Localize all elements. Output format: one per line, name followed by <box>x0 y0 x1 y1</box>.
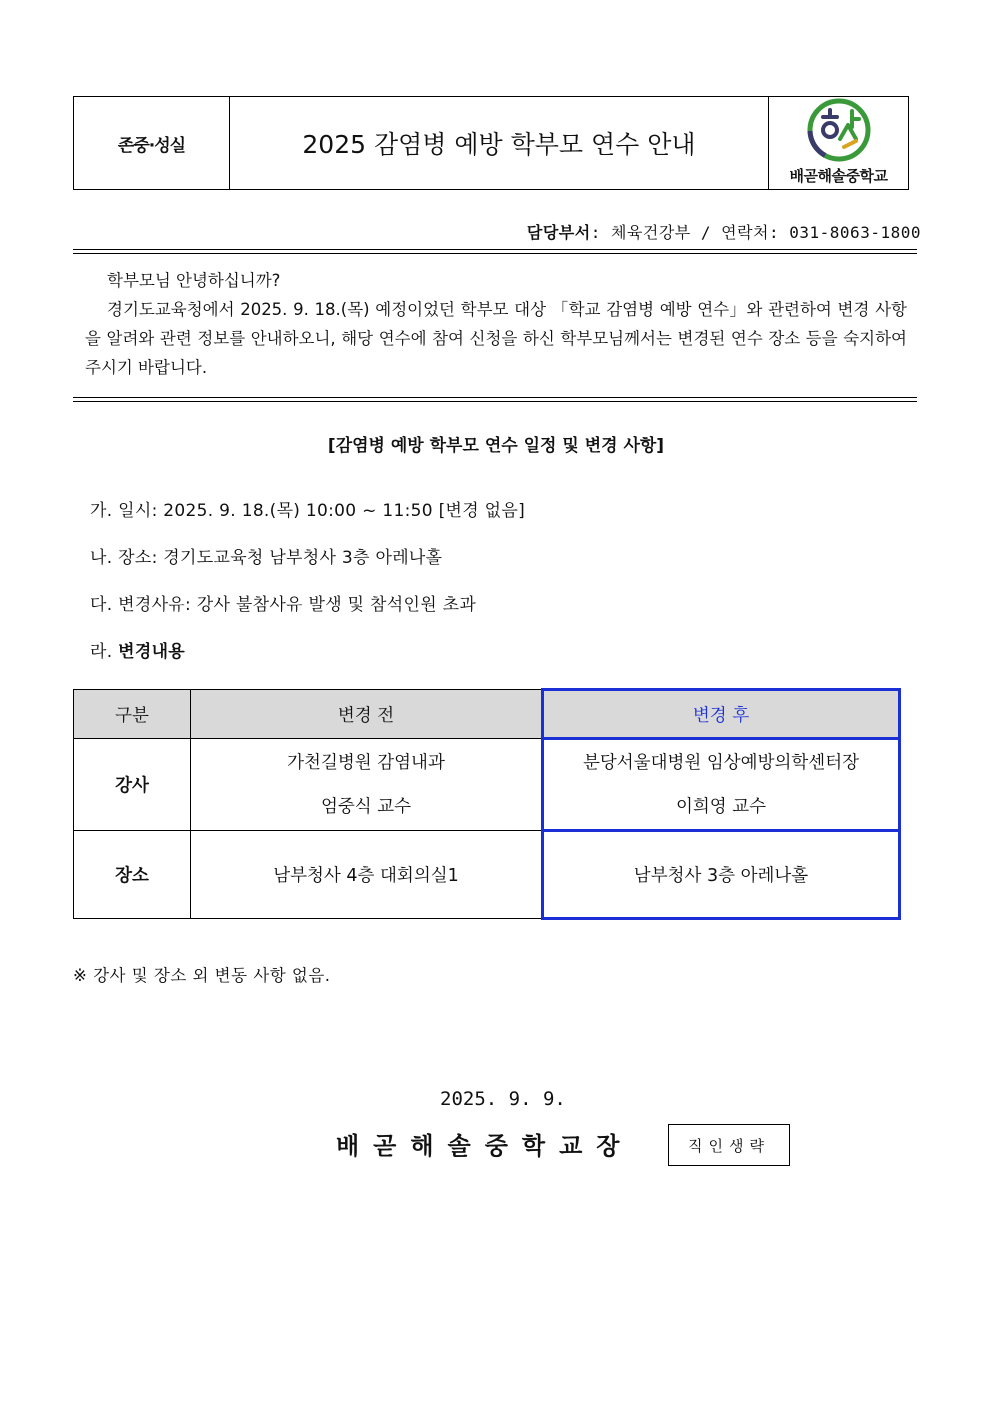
school-motto: 존중·성실 <box>74 97 230 189</box>
contact-dept-label: 담당부서 <box>526 223 591 242</box>
lecturer-after-line1: 분당서울대병원 임상예방의학센터장 <box>582 752 860 773</box>
logo-school-name: 배곧해솔중학교 <box>789 167 888 185</box>
row-label-lecturer: 강사 <box>74 739 191 831</box>
intro-paragraph <box>85 266 907 382</box>
item-changes-prefix: 라. <box>90 642 119 662</box>
lecturer-before-line1: 가천길병원 감염내과 <box>287 752 445 773</box>
document-header <box>73 96 909 190</box>
item-changes-label: 변경내용 <box>118 642 186 662</box>
lecturer-after-line2: 이희영 교수 <box>675 796 767 817</box>
row-label-venue: 장소 <box>74 831 191 919</box>
item-changes <box>90 637 185 662</box>
intro-body-text: 경기도교육청에서 2025. 9. 18.(목) 예정이었던 학부모 대상 「학교 감염병 예방 연수」와 관련하여 변경 사항을 알려와 관련 정보를 안내하오니, 해당 연수에 참여 신청을 하신 학부모님께서는 변경된 연수 장소 등을 숙지하여 주시기 바랍니다. <box>85 300 907 377</box>
venue-after-cell: 남부청사 3층 아레나홀 <box>543 831 900 919</box>
lecturer-before-cell <box>191 739 543 831</box>
seal-omitted-box: 직인생략 <box>668 1124 790 1166</box>
item-schedule: 가. 일시: 2025. 9. 18.(목) 10:00 ~ 11:50 [변경 없음] <box>90 501 526 521</box>
divider-top-2 <box>73 253 917 254</box>
contact-dept-value: : 체육건강부 / 연락처: 031-8063-1800 <box>590 223 921 242</box>
table-row <box>74 831 900 919</box>
document-title: 2025 감염병 예방 학부모 연수 안내 <box>230 97 769 189</box>
divider-top-1 <box>73 249 917 250</box>
item-venue: 나. 장소: 경기도교육청 남부청사 3층 아레나홀 <box>90 548 443 568</box>
footnote: ※ 강사 및 장소 외 변동 사항 없음. <box>73 966 331 985</box>
school-logo-block <box>769 97 908 189</box>
divider-mid-2 <box>73 401 917 402</box>
item-reason: 다. 변경사유: 강사 불참사유 발생 및 참석인원 초과 <box>90 595 477 615</box>
contact-info <box>527 220 921 243</box>
change-table <box>73 688 901 920</box>
table-row <box>74 739 900 831</box>
table-header-after: 변경 후 <box>543 690 900 739</box>
table-header-before: 변경 전 <box>191 690 543 739</box>
table-header-category: 구분 <box>74 690 191 739</box>
issue-date: 2025. 9. 9. <box>440 1088 566 1110</box>
greeting-text: 학부모님 안녕하십니까? <box>107 271 281 290</box>
lecturer-after-cell <box>543 739 900 831</box>
divider-mid-1 <box>73 397 917 398</box>
principal-signature: 배곧해솔중학교장 <box>336 1132 634 1160</box>
school-logo-icon <box>806 97 872 163</box>
lecturer-before-line2: 엄중식 교수 <box>320 796 412 817</box>
venue-before-cell: 남부청사 4층 대회의실1 <box>191 831 543 919</box>
section-title: [감염병 예방 학부모 연수 일정 및 변경 사항] <box>327 436 665 456</box>
table-header-row <box>74 690 900 739</box>
